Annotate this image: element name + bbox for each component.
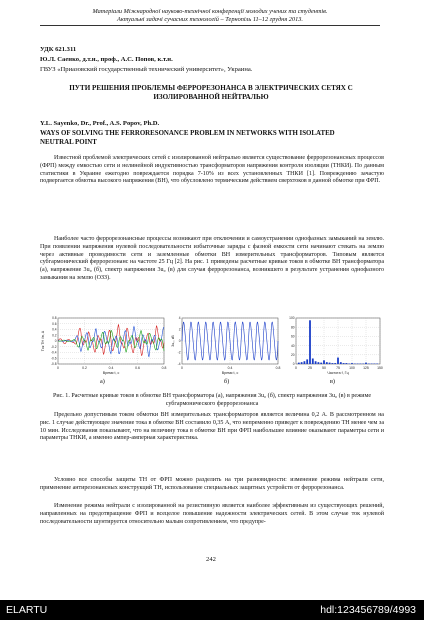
figure-caption: Рис. 1. Расчетные кривые токов в обмотке ВН трансформатора (а), напряжения 3u₀ (б), спектр напряжения 3u₀ (в) в режиме субгармонического феррорезонанса xyxy=(52,393,372,407)
affiliation: ГВУЗ «Приазовский государственный технический университет», Украина. xyxy=(40,66,253,73)
y-tick-label: 0.4 xyxy=(52,327,57,332)
x-axis-label: Частота f, Гц xyxy=(327,371,349,375)
repository-bar xyxy=(0,600,424,620)
spectrum-bar xyxy=(340,362,342,364)
paragraph-2: Наиболее часто феррорезонансные процессы возникают при отключении и самоустранении однофазных замыканий на землю. При появлении напряжения нулевой последовательности избыточные заряды с фазной емкости сети начинают стекать на землю через активные проводимости сети и заземленные обмотки ВН измерительных трансформаторов. Типовым является субгармонический феррорезонанс на частоте 25 Гц [2]. На рис. 1 приведены расчетные кривые токов в обмотке ВН трансформатора (а), напряжение 3u₀ (б), спектр напряжения 3u₀ (в) для случая феррорезонанса, возникшего в результате устранения однофазного замыкания на землю (ОЗЗ). xyxy=(40,236,384,281)
sub-label-c: в) xyxy=(330,378,335,385)
spectrum-bar xyxy=(318,362,320,364)
y-tick-label: 80 xyxy=(290,325,295,330)
spectrum-bar xyxy=(329,363,331,364)
spectrum-bar xyxy=(320,363,322,364)
x-axis-label: Время t, с xyxy=(102,371,120,375)
y-tick-label: 0 xyxy=(178,339,181,344)
y-tick-label: 20 xyxy=(290,353,295,357)
sub-label-b: б) xyxy=(224,378,230,385)
spectrum-bar xyxy=(301,362,303,364)
spectrum-bar xyxy=(334,363,336,364)
x-tick-label: 125 xyxy=(363,366,369,370)
y-tick-label: 4 xyxy=(178,316,181,321)
spectrum-bar xyxy=(346,363,348,364)
chart-spectrum xyxy=(284,315,384,377)
y-tick-label: 0 xyxy=(54,339,57,344)
header-line-1: Матеріали Міжнародної науково-технічної конференції молодих учених та студентів. xyxy=(92,8,328,15)
x-tick-label: 25 xyxy=(308,366,312,370)
x-tick-label: 50 xyxy=(322,366,326,370)
x-tick-label: 0.4 xyxy=(227,366,233,370)
x-tick-label: 150 xyxy=(377,366,383,370)
paragraph-1: Известной проблемой электрических сетей с изолированной нейтралью является существование феррорезонансных процессов (ФРП) между емкостью сети и нелинейной индуктивностью трансформаторов напряжения контроля изоляции (ТНКИ). По данным статистики в Украине ежегодно повреждается порядка 7-10% из всех установленных ТНКИ [1]. Повреждению зачастую подвергается обмотка высокого напряжения (ВН), что обусловлено термическим действием сверхтоков в данной обмотке при ФРП. xyxy=(40,155,384,185)
y-tick-label: -2 xyxy=(177,350,181,355)
spectrum-bar xyxy=(315,361,317,364)
y-axis-label: 3u₀, кВ xyxy=(171,335,175,347)
y-tick-label: -0.8 xyxy=(51,362,57,367)
paragraph-5: Изменение режима нейтрали с изолированной на резистивную является наиболее эффективным из существующих решений, направленных на предотвращение ФРП и всецелое повышение надежности электрических сетей. В этом случае ток нулевой последовательности шунтируется относительно малым сопротивлением, что предупре- xyxy=(40,503,384,525)
spectrum-bar xyxy=(309,320,311,364)
title-ru: ПУТИ РЕШЕНИЯ ПРОБЛЕМЫ ФЕРРОРЕЗОНАНСА В ЭЛЕКТРИЧЕСКИХ СЕТЯХ С ИЗОЛИРОВАННОЙ НЕЙТРАЛЬЮ xyxy=(69,84,353,101)
x-axis-label: Время t, с xyxy=(221,371,239,375)
y-tick-label: -0.4 xyxy=(51,350,57,355)
paragraph-4: Условно все способы защиты ТН от ФРП можно разделить на три разновидности: изменение режима нейтрали сети, применение антирезонансных конструкций ТН, использование специальных защитных устройств от феррорезонанса. xyxy=(40,477,384,491)
x-tick-label: 0 xyxy=(295,366,297,370)
page-number: 242 xyxy=(206,556,216,563)
spectrum-bar xyxy=(343,363,345,364)
y-tick-label: 0.2 xyxy=(52,333,57,338)
authors-ru: Ю.Л. Саенко, д.т.н., проф., А.С. Попов, к.т.н. xyxy=(40,56,173,63)
chart-voltage xyxy=(170,315,282,377)
x-tick-label: 0.2 xyxy=(82,366,87,370)
title-en: WAYS OF SOLVING THE FERRORESONANCE PROBLEM IN NETWORKS WITH ISOLATED NEUTRAL POINT xyxy=(40,130,335,146)
header-line-2: Актуальні задачі сучасних технологій – Тернопіль 11–12 грудня 2013. xyxy=(40,16,380,26)
spectrum-bar xyxy=(298,363,300,364)
chart-current xyxy=(40,315,168,377)
x-tick-label: 0.6 xyxy=(135,366,140,370)
y-axis-label: Ток ТН i/в, А xyxy=(41,330,45,352)
authors-en: Y.L. Sayenko, Dr., Prof., A.S. Popov, Ph.D. xyxy=(40,120,160,127)
handle-id: hdl:123456789/4993 xyxy=(320,604,416,616)
spectrum-bar xyxy=(351,363,353,364)
y-tick-label: -4 xyxy=(177,362,181,367)
spectrum-bar xyxy=(337,358,339,364)
paragraph-3: Предельно допустимым током обмотки ВН измерительных трансформаторов является величина 0,2 А. В рассмотренном на рис. 1 случае действующее значение тока в обмотке ВН составило 0,35 А, что непременно приведет к повреждению ТН менее чем за 10 мин. Исследования показывают, что на величину тока в обмотке ВН при ФРП наибольшее влияние оказывают параметры сети и параметры ТНКИ, а именно ампер-амперная характеристика. xyxy=(40,412,384,442)
y-tick-label: 0.6 xyxy=(52,321,57,326)
spectrum-bar xyxy=(312,358,314,364)
spectrum-bar xyxy=(304,361,306,364)
spectrum-bar xyxy=(323,360,325,364)
y-tick-label: 100 xyxy=(289,316,295,321)
x-tick-label: 75 xyxy=(336,366,340,370)
sub-label-a: а) xyxy=(100,378,105,385)
y-tick-label: -0.2 xyxy=(51,344,57,349)
x-tick-label: 0.8 xyxy=(161,366,167,370)
udk-code: УДК 621.311 xyxy=(40,46,77,53)
y-tick-label: 2 xyxy=(178,327,181,332)
conference-header xyxy=(40,8,380,26)
repository-name: ELARTU xyxy=(6,604,48,616)
x-tick-label: 100 xyxy=(349,366,355,370)
spectrum-bar xyxy=(326,362,328,364)
x-tick-label: 0 xyxy=(57,366,59,370)
x-tick-label: 0.8 xyxy=(275,366,281,370)
y-tick-label: 60 xyxy=(290,334,295,339)
y-tick-label: 40 xyxy=(290,343,295,348)
spectrum-bar xyxy=(332,363,334,364)
y-tick-label: 0 xyxy=(292,362,295,367)
spectrum-bar xyxy=(365,363,367,364)
y-tick-label: -0.6 xyxy=(51,356,57,361)
x-tick-label: 0.4 xyxy=(108,366,114,370)
figure-1 xyxy=(40,315,384,385)
x-tick-label: 0 xyxy=(181,366,183,370)
y-tick-label: 0.8 xyxy=(52,316,57,321)
spectrum-bar xyxy=(306,359,308,364)
